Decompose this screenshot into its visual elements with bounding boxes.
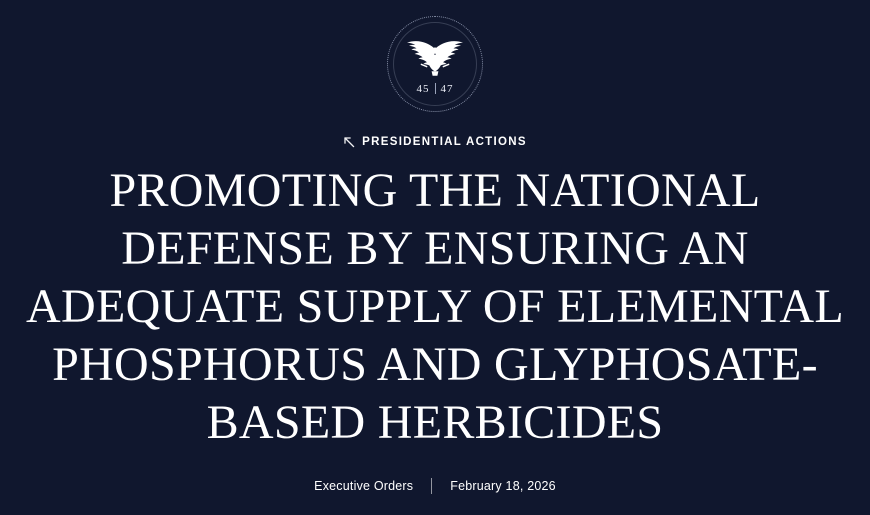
arrow-up-left-icon <box>343 136 355 148</box>
breadcrumb-label: PRESIDENTIAL ACTIONS <box>362 136 527 148</box>
meta-divider <box>431 478 432 494</box>
article-meta <box>314 478 556 494</box>
article-date: February 18, 2026 <box>450 479 556 493</box>
breadcrumb[interactable] <box>343 136 527 148</box>
seal-number-47: 47 <box>440 82 454 95</box>
presidential-seal-eagle-icon <box>404 36 466 82</box>
seal-number-45: 45 <box>416 82 430 95</box>
presidential-seal <box>387 16 483 112</box>
article-category[interactable]: Executive Orders <box>314 479 414 493</box>
page-title: PROMOTING THE NATIONAL DEFENSE BY ENSURING AN ADEQUATE SUPPLY OF ELEMENTAL PHOSPHORUS AND GLYPHOSATE-BASED HERBICIDES <box>26 164 844 449</box>
seal-content <box>396 25 474 103</box>
seal-numbers <box>417 83 454 95</box>
seal-number-divider <box>435 83 436 94</box>
